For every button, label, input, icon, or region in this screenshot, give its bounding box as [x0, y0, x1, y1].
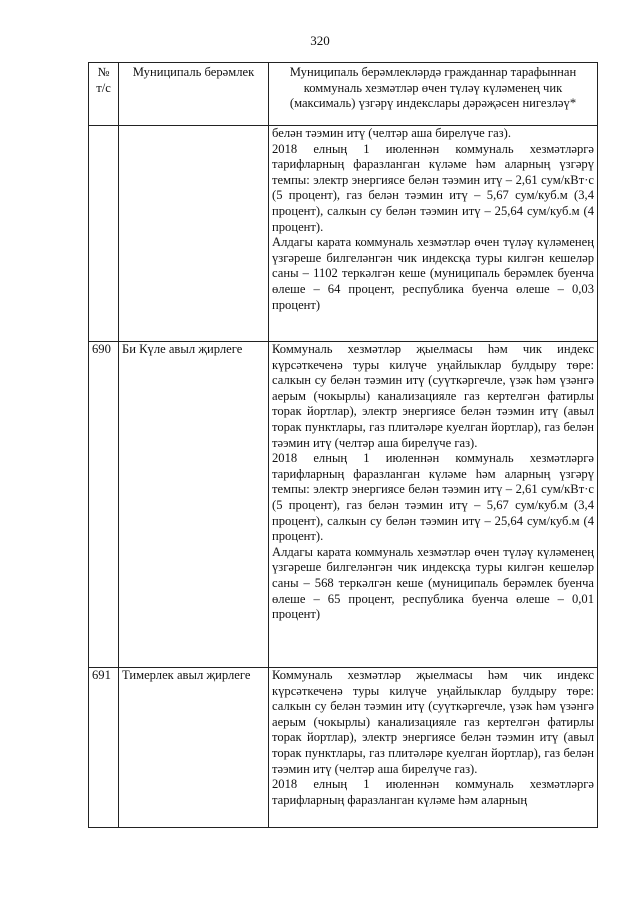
- basis-paragraph: 2018 елның 1 июленнән коммуналь хезмәтләргә тарифларның фаразланган күләме һәм аларның: [272, 777, 594, 807]
- row-basis: [269, 342, 598, 668]
- row-municipality: [119, 126, 269, 342]
- basis-paragraph: белән тәэмин итү (челтәр аша бирелүче газ).: [272, 126, 511, 140]
- header-municipality: Муниципаль берәмлек: [119, 63, 269, 126]
- page-number: 320: [310, 33, 330, 48]
- table-row: [89, 342, 598, 668]
- header-number: № т/с: [89, 63, 119, 126]
- basis-paragraph: Коммуналь хезмәтләр җыелмасы һәм чик индекс күрсәткеченә туры килүче уңайлыклар булдыру төре: салкын су белән тәэмин итү (суүткәргечле, үзәк һәм үзәнгә аерым (чокырлы) канализацияле газ кертелгән фатирлы торак йортлар), электр энергиясе белән тәэмин итү (авыл торак пунктлары, газ плитәләре куелган йортлар), газ белән тәэмин итү (челтәр аша бирелүче газ).: [272, 668, 594, 776]
- basis-paragraph: Алдагы карата коммуналь хезмәтләр өчен түләү күләменең үзгәреше билгеләнгән чик индексқа туры килгән кешеләр саны – 1102 теркәлгән кеше (муниципаль берәмлек буенча өлеше – 64 процент, республика буенча өлеше – 0,03 процент): [272, 235, 594, 312]
- municipal-index-table: [88, 62, 598, 828]
- row-basis: [269, 126, 598, 342]
- basis-paragraph: 2018 елның 1 июленнән коммуналь хезмәтләргә тарифларның фаразланган күләме һәм аларның үзгәрү темпы: электр энергиясе белән тәэмин итү – 2,61 сум/кВт·с (5 процент), газ белән тәэмин итү – 5,67 сум/куб.м (3,4 процент), салкын су белән тәэмин итү – 25,64 сум/куб.м (4 процент).: [272, 141, 594, 234]
- basis-paragraph: 2018 елның 1 июленнән коммуналь хезмәтләргә тарифларның фаразланган күләме һәм аларның үзгәрү темпы: электр энергиясе белән тәэмин итү – 2,61 сум/кВт·с (5 процент), газ белән тәэмин итү – 5,67 сум/куб.м (3,4 процент), салкын су белән тәэмин итү – 25,64 сум/куб.м (4 процент).: [272, 451, 594, 544]
- row-municipality: Тимерлек авыл җирлеге: [119, 668, 269, 828]
- basis-paragraph: Коммуналь хезмәтләр җыелмасы һәм чик индекс күрсәткеченә туры килүче уңайлыклар булдыру төре: салкын су белән тәэмин итү (суүткәргечле, үзәк һәм үзәнгә аерым (чокырлы) канализацияле газ кертелгән фатирлы торак йортлар), электр энергиясе белән тәэмин итү (авыл торак пунктлары, газ плитәләре куелган йортлар), газ белән тәэмин итү (челтәр аша бирелүче газ).: [272, 342, 594, 450]
- table-row: [89, 126, 598, 342]
- table-header-row: [89, 63, 598, 126]
- row-number: 690: [89, 342, 119, 668]
- basis-paragraph: Алдагы карата коммуналь хезмәтләр өчен түләү күләменең үзгәреше билгеләнгән чик индексқа туры килгән кешеләр саны – 568 теркәлгән кеше (муниципаль берәмлек буенча өлеше – 65 процент, республика буенча өлеше – 0,01 процент): [272, 544, 594, 622]
- table-row: [89, 668, 598, 828]
- row-basis: [269, 668, 598, 828]
- header-basis: Муниципаль берәмлекләрдә гражданнар тарафыннан коммуналь хезмәтләр өчен түләү күләменең чик (максималь) үзгәрү индекслары дәрәҗәсен нигезләү*: [269, 63, 598, 126]
- row-number: 691: [89, 668, 119, 828]
- row-municipality: Би Күле авыл җирлеге: [119, 342, 269, 668]
- row-number: [89, 126, 119, 342]
